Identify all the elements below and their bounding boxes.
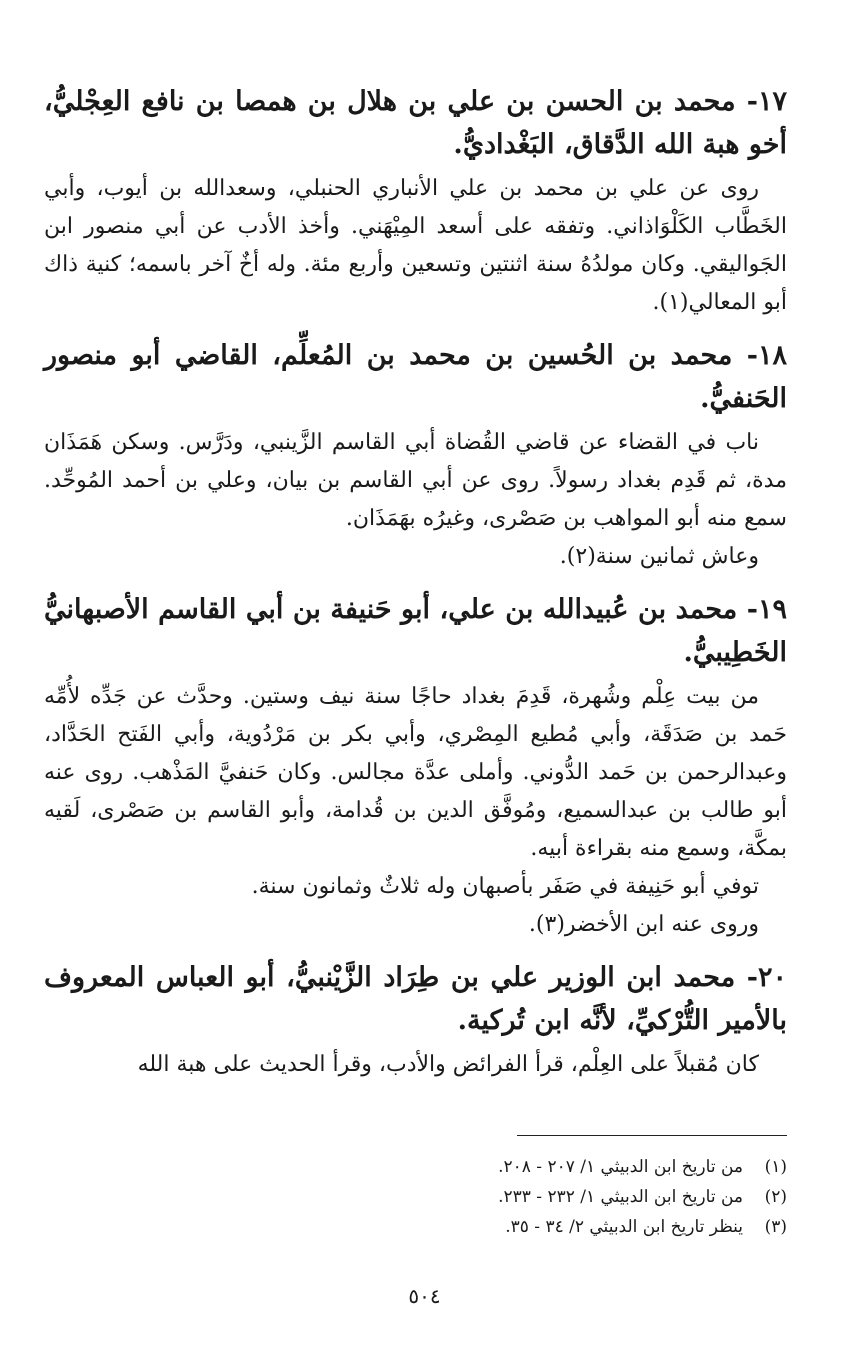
entry-paragraph: ناب في القضاء عن قاضي القُضاة أبي القاسم الزَّينبي، ودَرَّس. وسكن هَمَذَان مدة، ثم قَدِم بغداد رسولاً. روى عن أبي القاسم بن بيان، وعلي بن أحمد المُوحِّد. سمع منه أبو المواهب بن صَصْرى، وغيرُه بهَمَذَان. <box>44 430 787 531</box>
entry-19 <box>44 588 787 944</box>
entry-heading: ١٧- محمد بن الحسن بن علي بن هلال بن همصا بن نافع العِجْليُّ، أخو هبة الله الدَّقاق، البَغْداديُّ. <box>44 86 787 160</box>
entry-paragraph: من بيت عِلْم وشُهرة، قَدِمَ بغداد حاجًا سنة نيف وستين. وحدَّث عن جَدِّه لأُمِّه حَمد بن صَدَقَة، وأبي مُطيع المِصْري، وأبي بكر بن مَرْدُوية، وأبي الفَتح الحَدَّاد، وعبدالرحمن بن حَمد الدُّوني. وأملى عدَّة مجالس. وكان حَنفيَّ المَذْهب. روى عنه أبو طالب بن عبدالسميع، ومُوفَّق الدين بن قُدامة، وأبو القاسم بن صَصْرى، لَقيه بمكَّة، وسمع منه بقراءة أبيه. <box>44 684 787 861</box>
entry-paragraph: روى عن علي بن محمد بن علي الأنباري الحنبلي، وسعدالله بن أيوب، وأبي الخَطَّاب الكَلْوَاذاني. وتفقه على أسعد المِيْهَني. وأخذ الأدب عن أبي منصور ابن الجَواليقي. وكان مولدُهُ سنة اثنتين وتسعين وأربع مئة. وله أخٌ آخر باسمه؛ كنية ذاك أبو المعالي(١). <box>44 176 787 315</box>
footnote-divider <box>517 1135 787 1136</box>
footnote-text: من تاريخ ابن الدبيثي ١/ ٢٣٢ - ٢٣٣. <box>498 1187 743 1207</box>
entry-heading: ٢٠- محمد ابن الوزير علي بن طِرَاد الزَّيْنبيُّ، أبو العباس المعروف بالأمير التُّرْكيِّ، لأنَّه ابن تُركية. <box>44 962 787 1036</box>
footnote-text: ينظر تاريخ ابن الدبيثي ٢/ ٣٤ - ٣٥. <box>505 1217 743 1237</box>
entry-paragraph: كان مُقبلاً على العِلْم، قرأ الفرائض والأدب، وقرأ الحديث على هبة الله <box>137 1052 759 1077</box>
footnote-mark: (٣) <box>764 1217 787 1237</box>
entry-20 <box>44 956 787 1084</box>
footnote-item <box>44 1182 787 1212</box>
entry-heading: ١٨- محمد بن الحُسين بن محمد بن المُعلِّم، القاضي أبو منصور الحَنفيُّ. <box>44 340 787 414</box>
main-text <box>44 80 787 1084</box>
entry-paragraph: وروى عنه ابن الأخضر(٣). <box>528 912 759 937</box>
page-number: ٥٠٤ <box>408 1284 441 1308</box>
footnote-mark: (٢) <box>764 1187 787 1207</box>
footnote-item <box>44 1212 787 1242</box>
entry-paragraph: توفي أبو حَنِيفة في صَفَر بأصبهان وله ثلاثٌ وثمانون سنة. <box>251 874 759 899</box>
footnote-item <box>44 1152 787 1182</box>
footnote-mark: (١) <box>764 1157 787 1177</box>
footnotes <box>44 1152 787 1242</box>
entry-18 <box>44 334 787 576</box>
entry-heading: ١٩- محمد بن عُبيدالله بن علي، أبو حَنيفة بن أبي القاسم الأصبهانيُّ الخَطِيبيُّ. <box>44 594 787 668</box>
entry-17 <box>44 80 787 322</box>
entry-paragraph: وعاش ثمانين سنة(٢). <box>559 544 759 569</box>
footnote-text: من تاريخ ابن الدبيثي ١/ ٢٠٧ - ٢٠٨. <box>498 1157 743 1177</box>
